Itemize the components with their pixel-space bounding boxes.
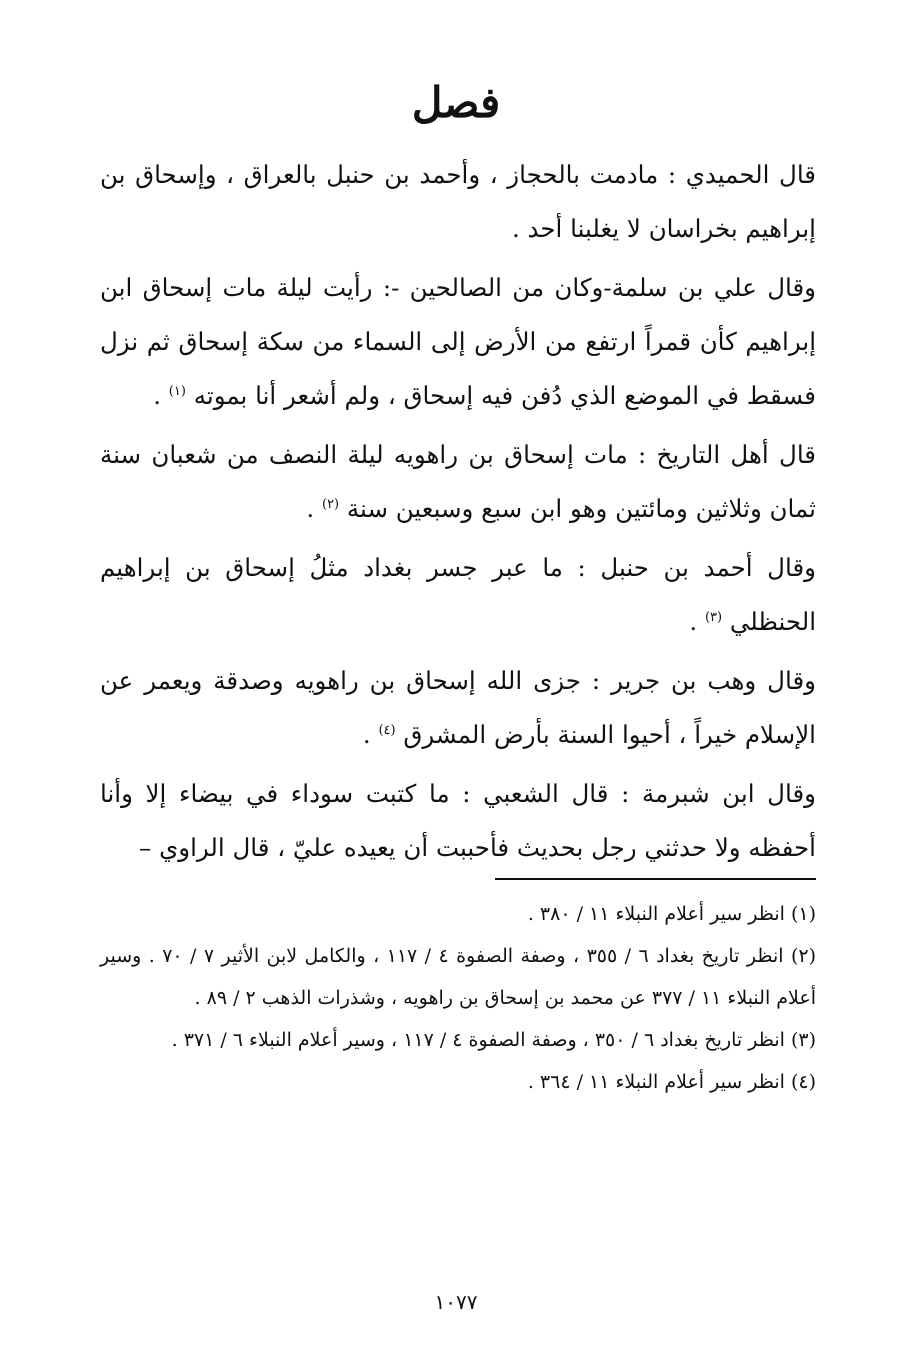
footnote: (٢) انظر تاريخ بغداد ٦ / ٣٥٥ ، وصفة الصفوة ٤ / ١١٧ ، والكامل لابن الأثير ٧ / ٧٠ . وسير أعلام النبلاء ١١ / ٣٧٧ عن محمد بن إسحاق بن راهويه ، وشذرات الذهب ٢ / ٨٩ . xyxy=(100,945,816,1009)
paragraph xyxy=(100,767,816,875)
paragraph-text: قال أهل التاريخ : مات إسحاق بن راهويه ليلة النصف من شعبان سنة ثمان وثلاثين ومائتين وهو ابن سبع وسبعين سنة xyxy=(100,440,816,523)
footnote: (٤) انظر سير أعلام النبلاء ١١ / ٣٦٤ . xyxy=(527,1071,816,1093)
paragraph xyxy=(100,428,816,536)
footnote-reference: (٣) xyxy=(704,609,723,625)
footnote-reference: (٢) xyxy=(321,496,340,512)
paragraph-text: وقال أحمد بن حنبل : ما عبر جسر بغداد مثلُ إسحاق بن إبراهيم الحنظلي xyxy=(100,553,816,636)
paragraph xyxy=(100,148,816,256)
footnote: (٣) انظر تاريخ بغداد ٦ / ٣٥٠ ، وصفة الصفوة ٤ / ١١٧ ، وسير أعلام النبلاء ٦ / ٣٧١ . xyxy=(171,1029,816,1051)
section-heading: فصل xyxy=(411,78,501,127)
paragraph-end: . xyxy=(306,494,322,523)
paragraph xyxy=(100,541,816,649)
paragraph xyxy=(100,654,816,762)
footnotes xyxy=(100,893,816,1103)
paragraph-text: قال الحميدي : مادمت بالحجاز ، وأحمد بن حنبل بالعراق ، وإسحاق بن إبراهيم بخراسان لا يغلبنا أحد . xyxy=(100,160,816,243)
footnote-separator xyxy=(495,878,816,880)
main-text xyxy=(100,148,816,880)
footnote: (١) انظر سير أعلام النبلاء ١١ / ٣٨٠ . xyxy=(527,903,816,925)
paragraph-text: وقال وهب بن جرير : جزى الله إسحاق بن راهويه وصدقة ويعمر عن الإسلام خيراً ، أحيوا السنة بأرض المشرق xyxy=(100,666,816,749)
paragraph-end: . xyxy=(362,720,379,749)
paragraph-end: . xyxy=(153,381,169,410)
paragraph xyxy=(100,261,816,423)
paragraph-end: . xyxy=(689,607,705,636)
paragraph-text: وقال علي بن سلمة-وكان من الصالحين -: رأيت ليلة مات إسحاق ابن إبراهيم كأن قمراً ارتفع من الأرض إلى السماء من سكة إسحاق ثم نزل فسقط في الموضع الذي دُفن فيه إسحاق ، ولم أشعر أنا بموته xyxy=(100,273,816,410)
footnote-reference: (٤) xyxy=(378,722,396,738)
page-number: ١٠٧٧ xyxy=(434,1290,478,1314)
footnote-reference: (١) xyxy=(168,383,186,399)
paragraph-text: وقال ابن شبرمة : قال الشعبي : ما كتبت سوداء في بيضاء إلا وأنا أحفظه ولا حدثني رجل بحديث فأحببت أن يعيده عليّ ، قال الراوي – xyxy=(100,779,816,862)
